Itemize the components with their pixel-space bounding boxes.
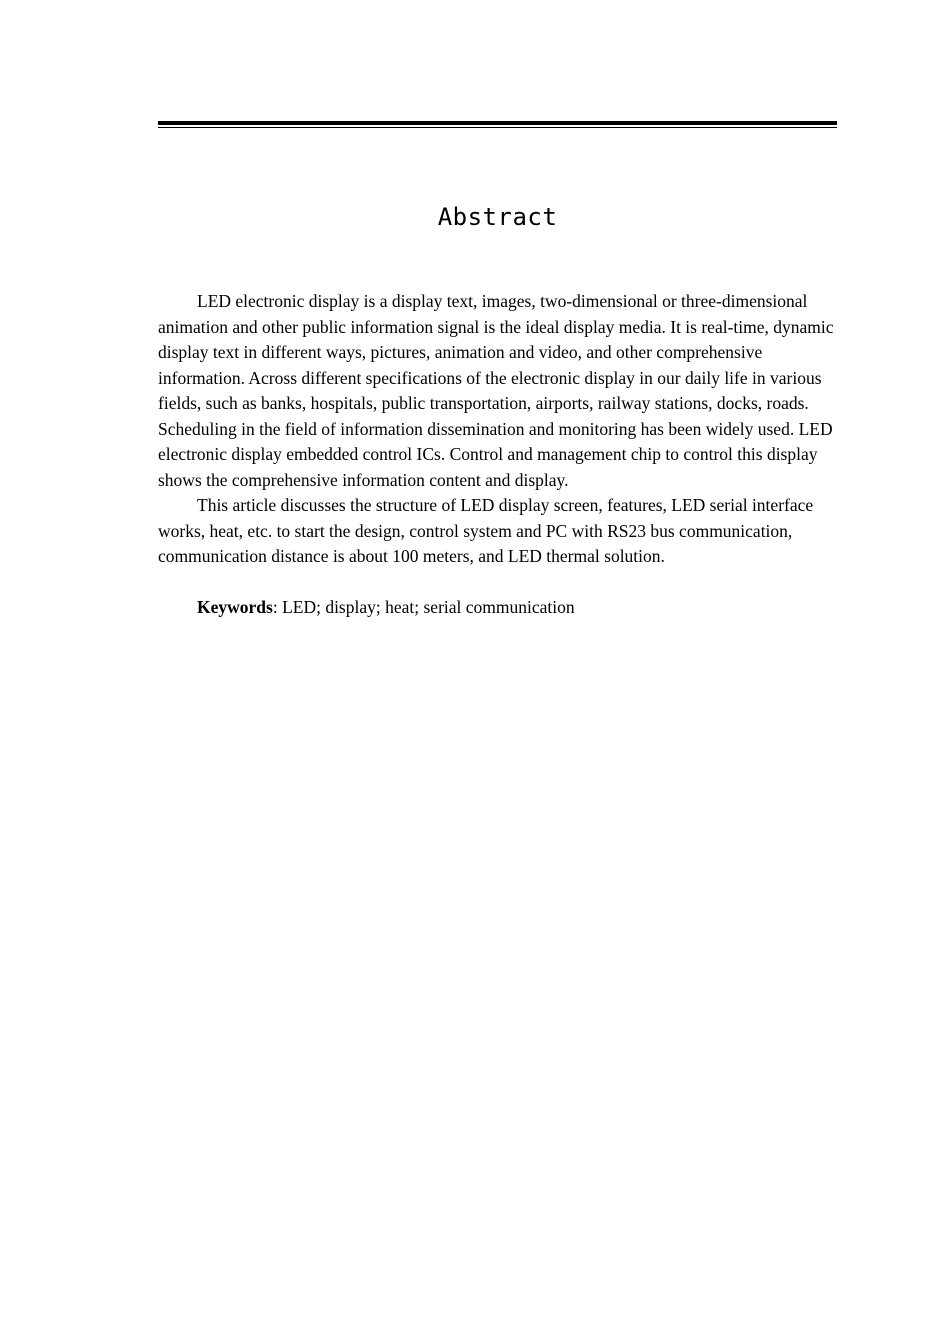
abstract-paragraph-2: This article discusses the structure of LED display screen, features, LED serial interface works, heat, etc. to start the design, control system and PC with RS23 bus communication, communication distance is about 100 meters, and LED thermal solution. (158, 495, 814, 566)
abstract-paragraph-1: LED electronic display is a display text, images, two-dimensional or three-dimensional animation and other public information signal is the ideal display media. It is real-time, dynamic display text in different ways, pictures, animation and video, and other comprehensive information. Across different specifications of the electronic display in our daily life in various fields, such as banks, hospitals, public transportation, airports, railway stations, docks, roads. Scheduling in the field of information dissemination and monitoring has been widely used. LED electronic display embedded control ICs. Control and management chip to control this display shows the comprehensive information content and display. (158, 291, 834, 490)
abstract-body (158, 289, 837, 621)
keywords-label: Keywords (197, 597, 273, 617)
abstract-title: Abstract (437, 203, 558, 231)
keywords-line (158, 595, 837, 621)
header-double-rule (158, 121, 837, 128)
keywords-text: : LED; display; heat; serial communication (272, 597, 575, 617)
header-rule-thin (158, 127, 837, 128)
